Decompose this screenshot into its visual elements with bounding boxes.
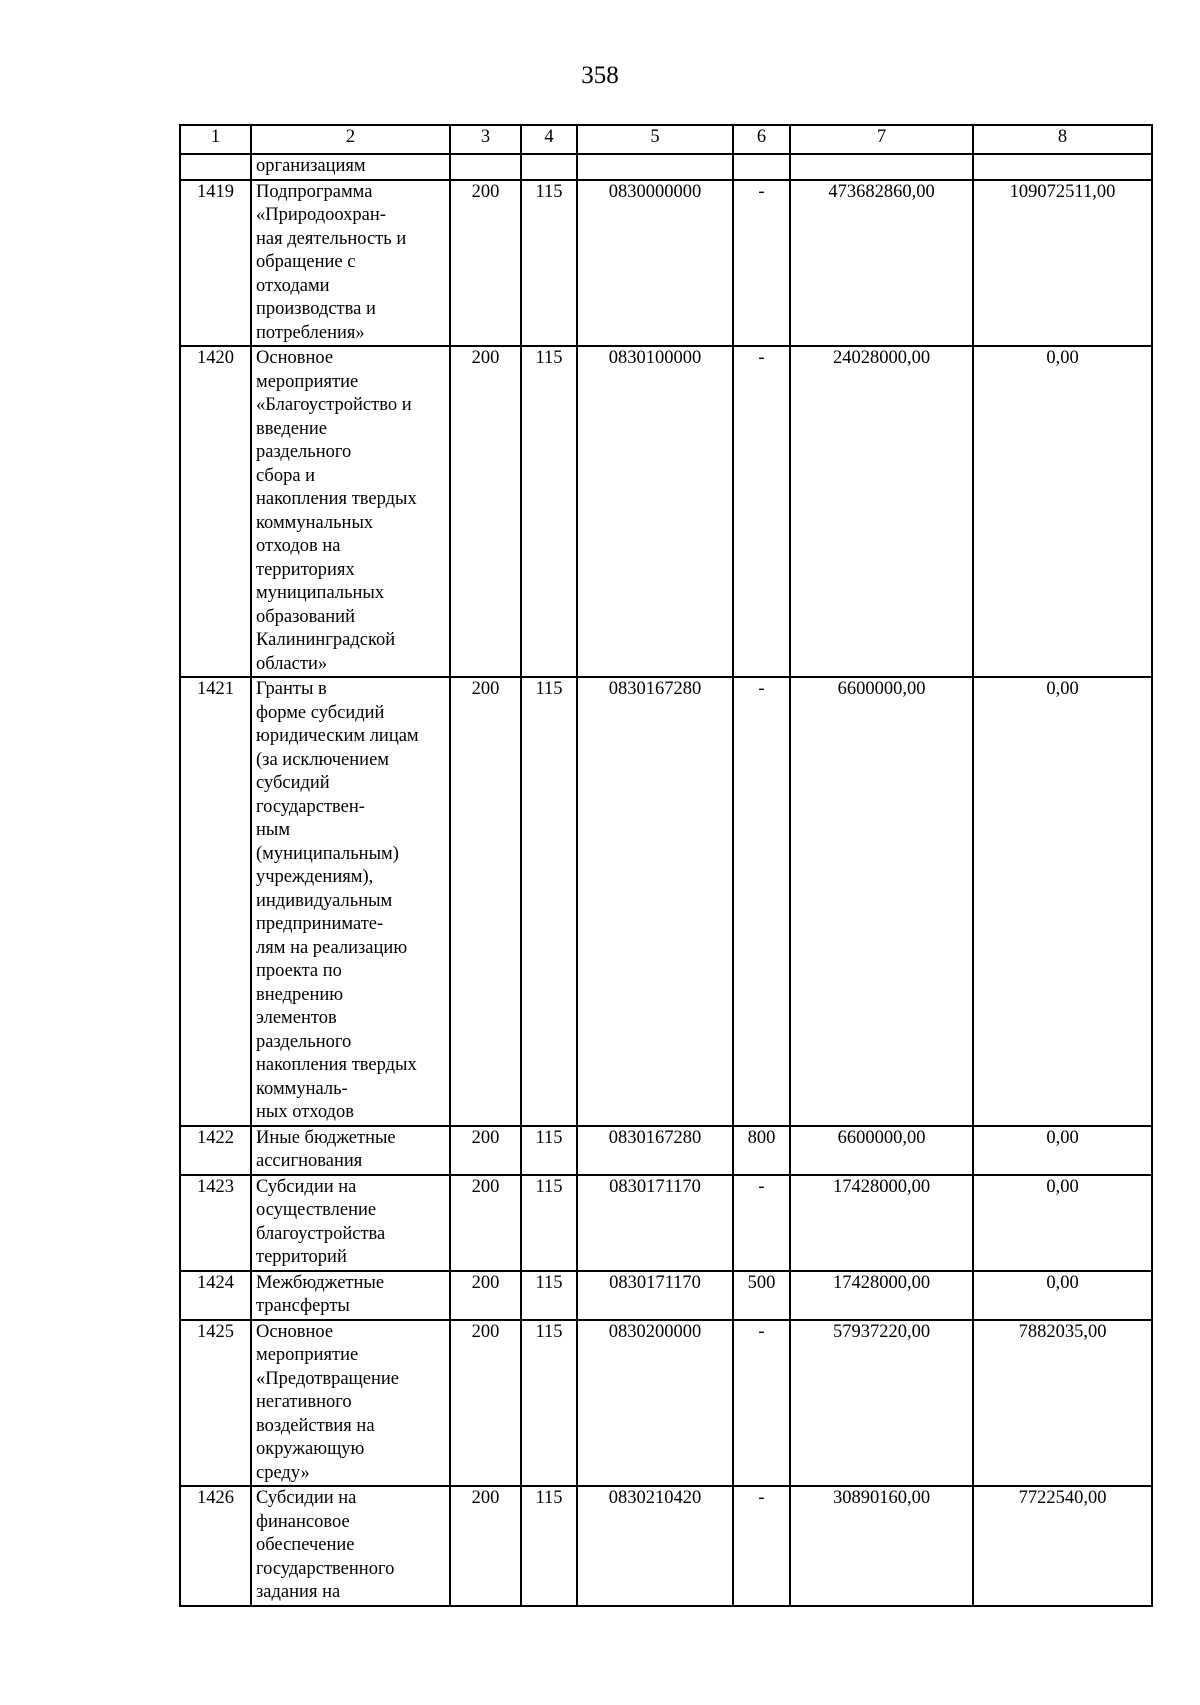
- row-name-cell: [251, 1175, 450, 1271]
- name-line: отходов на: [256, 536, 341, 556]
- name-line: государственного: [256, 1558, 395, 1579]
- name-line: производства и: [256, 299, 376, 319]
- subsection-code-cell: 115: [521, 1126, 577, 1175]
- name-line: трансферты: [256, 1296, 350, 1316]
- name-line: Межбюджетные: [256, 1272, 385, 1293]
- name-line: Иные бюджетные: [256, 1127, 396, 1148]
- name-line: форме субсидий: [256, 702, 385, 723]
- section-code-cell: 200: [450, 677, 521, 1126]
- row-name-cell: [251, 1271, 450, 1320]
- subsection-code-cell: 115: [521, 180, 577, 347]
- amount-secondary-cell: [973, 154, 1152, 180]
- name-line: негативного: [256, 1392, 352, 1412]
- name-line: организациям: [256, 156, 366, 176]
- expense-type-cell: -: [733, 677, 790, 1126]
- section-code-cell: 200: [450, 1486, 521, 1606]
- table-row: [180, 180, 1152, 347]
- row-number-cell: 1422: [180, 1126, 251, 1175]
- row-name-cell: [251, 346, 450, 677]
- row-number-cell: 1419: [180, 180, 251, 347]
- name-line: «Природоохран-: [256, 205, 386, 225]
- expense-type-cell: 500: [733, 1271, 790, 1320]
- amount-cell: [790, 154, 973, 180]
- column-header: 6: [733, 125, 790, 154]
- name-line: Основное: [256, 1321, 334, 1342]
- amount-cell: 30890160,00: [790, 1486, 973, 1606]
- name-line: потребления»: [256, 322, 365, 343]
- name-line: муниципальных: [256, 583, 385, 603]
- name-line: (за исключением: [256, 749, 389, 770]
- row-number-cell: 1425: [180, 1320, 251, 1487]
- name-line: Основное: [256, 348, 334, 368]
- amount-secondary-cell: 7882035,00: [973, 1320, 1152, 1487]
- name-line: образований: [256, 606, 355, 627]
- name-line: мероприятие: [256, 1345, 359, 1365]
- page-number: 358: [581, 62, 619, 89]
- row-number-cell: 1423: [180, 1175, 251, 1271]
- name-line: раздельного: [256, 1031, 352, 1052]
- amount-cell: 473682860,00: [790, 180, 973, 347]
- expense-type-cell: [733, 154, 790, 180]
- amount-cell: 17428000,00: [790, 1175, 973, 1271]
- name-line: внедрению: [256, 984, 344, 1005]
- column-header: 5: [577, 125, 733, 154]
- budget-table: [179, 124, 1153, 1607]
- section-code-cell: 200: [450, 1271, 521, 1320]
- target-code-cell: 0830210420: [577, 1486, 733, 1606]
- target-code-cell: 0830171170: [577, 1271, 733, 1320]
- name-line: окружающую: [256, 1439, 365, 1459]
- amount-cell: 24028000,00: [790, 346, 973, 677]
- subsection-code-cell: 115: [521, 1175, 577, 1271]
- name-line: отходами: [256, 275, 330, 296]
- name-line: задания на: [256, 1582, 341, 1602]
- subsection-code-cell: 115: [521, 346, 577, 677]
- column-header: 7: [790, 125, 973, 154]
- name-line: юридическим лицам: [256, 726, 419, 746]
- target-code-cell: 0830000000: [577, 180, 733, 347]
- name-line: накопления твердых: [256, 1055, 417, 1075]
- name-line: Подпрограмма: [256, 181, 373, 202]
- name-line: ная деятельность и: [256, 228, 407, 249]
- name-line: предпринимате-: [256, 914, 384, 934]
- amount-cell: 6600000,00: [790, 677, 973, 1126]
- name-line: ных отходов: [256, 1102, 354, 1122]
- name-line: проекта по: [256, 961, 342, 981]
- column-header: 4: [521, 125, 577, 154]
- name-line: элементов: [256, 1008, 337, 1028]
- target-code-cell: 0830167280: [577, 1126, 733, 1175]
- name-line: Субсидии на: [256, 1488, 357, 1508]
- table-body: [180, 154, 1152, 1606]
- expense-type-cell: 800: [733, 1126, 790, 1175]
- amount-secondary-cell: 0,00: [973, 677, 1152, 1126]
- name-line: «Предотвращение: [256, 1368, 399, 1389]
- table-header-row: [180, 125, 1152, 154]
- name-line: Субсидии на: [256, 1176, 357, 1197]
- name-line: лям на реализацию: [256, 937, 408, 958]
- expense-type-cell: -: [733, 180, 790, 347]
- table-row: [180, 1126, 1152, 1175]
- name-line: «Благоустройство и: [256, 395, 412, 415]
- subsection-code-cell: 115: [521, 1486, 577, 1606]
- name-line: раздельного: [256, 442, 352, 462]
- name-line: осуществление: [256, 1200, 377, 1220]
- row-name-cell: [251, 180, 450, 347]
- expense-type-cell: -: [733, 1320, 790, 1487]
- name-line: обеспечение: [256, 1535, 355, 1555]
- section-code-cell: 200: [450, 180, 521, 347]
- name-line: введение: [256, 418, 327, 439]
- row-name-cell: [251, 1126, 450, 1175]
- table-row: [180, 346, 1152, 677]
- amount-secondary-cell: 0,00: [973, 1175, 1152, 1271]
- name-line: благоустройства: [256, 1223, 386, 1244]
- row-number-cell: 1421: [180, 677, 251, 1126]
- name-line: финансовое: [256, 1511, 350, 1532]
- name-line: мероприятие: [256, 371, 359, 392]
- name-line: ассигнования: [256, 1151, 363, 1171]
- target-code-cell: 0830100000: [577, 346, 733, 677]
- section-code-cell: 200: [450, 346, 521, 677]
- row-name-cell: [251, 677, 450, 1126]
- amount-secondary-cell: 0,00: [973, 1126, 1152, 1175]
- subsection-code-cell: 115: [521, 1271, 577, 1320]
- row-name-cell: [251, 154, 450, 180]
- name-line: воздействия на: [256, 1415, 375, 1436]
- column-header: 8: [973, 125, 1152, 154]
- table-row: [180, 677, 1152, 1126]
- amount-cell: 6600000,00: [790, 1126, 973, 1175]
- table-row: [180, 1486, 1152, 1606]
- table-row: [180, 1320, 1152, 1487]
- amount-secondary-cell: 7722540,00: [973, 1486, 1152, 1606]
- row-number-cell: 1426: [180, 1486, 251, 1606]
- name-line: среду»: [256, 1462, 310, 1483]
- section-code-cell: 200: [450, 1126, 521, 1175]
- name-line: области»: [256, 653, 328, 674]
- name-line: Калининградской: [256, 630, 396, 650]
- row-name-cell: [251, 1320, 450, 1487]
- name-line: ным: [256, 820, 291, 840]
- amount-cell: 57937220,00: [790, 1320, 973, 1487]
- section-code-cell: 200: [450, 1320, 521, 1487]
- amount-cell: 17428000,00: [790, 1271, 973, 1320]
- table-row: [180, 154, 1152, 180]
- name-line: территориях: [256, 559, 355, 580]
- name-line: Гранты в: [256, 679, 327, 699]
- column-header: 3: [450, 125, 521, 154]
- target-code-cell: 0830171170: [577, 1175, 733, 1271]
- name-line: коммунальных: [256, 512, 374, 533]
- name-line: субсидий: [256, 773, 330, 793]
- name-line: коммуналь-: [256, 1078, 348, 1099]
- column-header: 2: [251, 125, 450, 154]
- subsection-code-cell: [521, 154, 577, 180]
- table-row: [180, 1175, 1152, 1271]
- expense-type-cell: -: [733, 1486, 790, 1606]
- subsection-code-cell: 115: [521, 677, 577, 1126]
- name-line: (муниципальным): [256, 843, 399, 864]
- row-number-cell: [180, 154, 251, 180]
- amount-secondary-cell: 0,00: [973, 1271, 1152, 1320]
- row-number-cell: 1424: [180, 1271, 251, 1320]
- name-line: государствен-: [256, 796, 365, 817]
- target-code-cell: 0830167280: [577, 677, 733, 1126]
- amount-secondary-cell: 0,00: [973, 346, 1152, 677]
- table-row: [180, 1271, 1152, 1320]
- row-number-cell: 1420: [180, 346, 251, 677]
- amount-secondary-cell: 109072511,00: [973, 180, 1152, 347]
- column-header: 1: [180, 125, 251, 154]
- name-line: учреждениям),: [256, 867, 374, 887]
- section-code-cell: [450, 154, 521, 180]
- section-code-cell: 200: [450, 1175, 521, 1271]
- name-line: территорий: [256, 1247, 347, 1267]
- target-code-cell: [577, 154, 733, 180]
- name-line: индивидуальным: [256, 890, 393, 911]
- name-line: накопления твердых: [256, 489, 417, 509]
- expense-type-cell: -: [733, 1175, 790, 1271]
- target-code-cell: 0830200000: [577, 1320, 733, 1487]
- name-line: сбора и: [256, 465, 316, 486]
- row-name-cell: [251, 1486, 450, 1606]
- expense-type-cell: -: [733, 346, 790, 677]
- subsection-code-cell: 115: [521, 1320, 577, 1487]
- name-line: обращение с: [256, 252, 356, 272]
